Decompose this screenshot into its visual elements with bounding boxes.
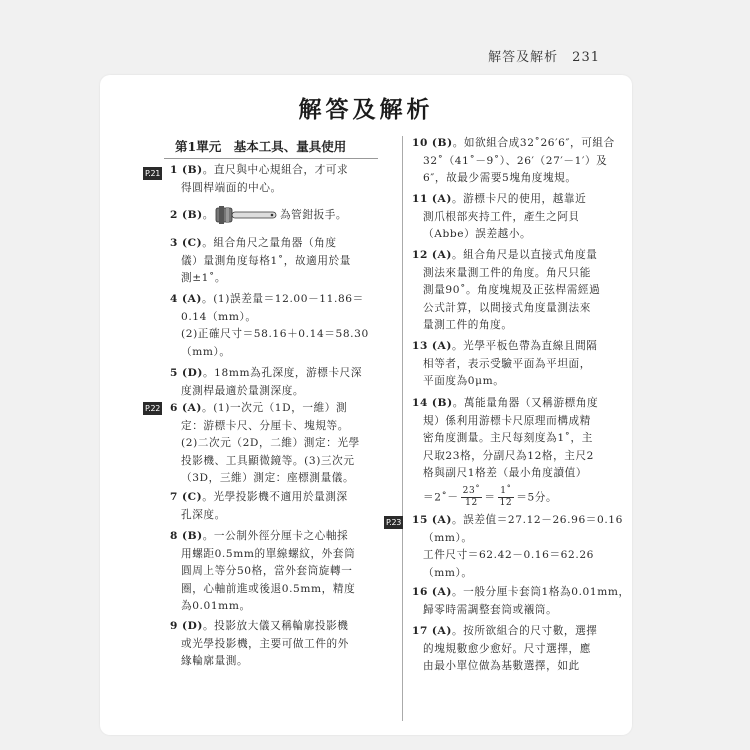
fraction-1-12 xyxy=(498,486,515,509)
answer-choice: (A) xyxy=(181,293,202,305)
answer-text: 。游標卡尺的使用，越靠近 xyxy=(451,193,587,205)
answer-text: 。 xyxy=(202,209,214,221)
fraction-23-12 xyxy=(461,486,483,509)
answer-item-3 xyxy=(170,235,351,288)
fraction-denominator: 12 xyxy=(465,497,478,508)
answer-item-1 xyxy=(170,162,348,197)
answer-page xyxy=(100,75,632,735)
answer-choice: (C) xyxy=(181,237,203,249)
answer-text: 格與副尺1格差（最小角度讀值） xyxy=(423,467,588,479)
answer-text: 用螺距0.5mm的單線螺紋，外套筒 xyxy=(181,547,356,560)
header-page-number: 231 xyxy=(572,50,600,65)
answer-text: （3D，三維）測定：座標測量儀。 xyxy=(181,472,355,484)
answer-number: 3 xyxy=(170,237,178,249)
formula-suffix: ＝5分。 xyxy=(516,491,558,503)
answer-text: 定：游標卡尺、分厘卡、塊規等。 xyxy=(181,419,349,432)
answer-item-4 xyxy=(170,291,369,361)
answer-text: 。光學平板色帶為直線且間隔 xyxy=(451,340,598,352)
answer-text: （mm）。 xyxy=(423,531,473,544)
answer-number: 7 xyxy=(170,491,178,503)
answer-item-7 xyxy=(170,489,348,524)
answer-number: 8 xyxy=(170,530,178,542)
answer-text: 為0.01mm。 xyxy=(181,600,251,612)
answer-number: 9 xyxy=(170,620,178,632)
answer-text: 。直尺與中心規組合，才可求 xyxy=(202,164,349,176)
answer-number: 17 xyxy=(412,625,428,637)
answer-choice: (A) xyxy=(431,249,452,261)
formula-prefix: ＝2˚－ xyxy=(423,491,459,503)
answer-item-17 xyxy=(412,623,598,676)
answer-text: 。組合角尺之量角器（角度 xyxy=(202,237,337,249)
fraction-numerator: 23˚ xyxy=(462,485,481,496)
answer-number: 6 xyxy=(170,402,178,414)
answer-text: 0.14（mm）。 xyxy=(181,310,257,323)
answer-text: 工件尺寸＝62.42－0.16＝62.26 xyxy=(423,549,594,561)
unit-heading-rule xyxy=(164,158,378,159)
answer-text: 歸零時需調整套筒或襯筒。 xyxy=(423,603,558,616)
answer-text: 。一公制外徑分厘卡之心軸採 xyxy=(202,530,349,542)
answer-text: 測量90˚。角度塊規及正弦桿需經過 xyxy=(423,284,601,296)
answer-number: 16 xyxy=(412,586,428,598)
page-title: 解答及解析 xyxy=(298,96,434,123)
answer-text: 。投影放大儀又稱輪廓投影機 xyxy=(202,620,349,632)
angle-formula xyxy=(412,486,598,509)
answer-number: 14 xyxy=(412,397,428,409)
answer-text: 投影機、工具顯微鏡等。(3)三次元 xyxy=(181,454,355,467)
answer-number: 5 xyxy=(170,367,178,379)
answer-text: 緣輪廓量測。 xyxy=(181,655,249,667)
answer-item-8 xyxy=(170,528,355,616)
page-ref-badge-p22: P.22 xyxy=(145,404,161,413)
answer-choice: (A) xyxy=(431,514,452,526)
answer-text: (2)二次元（2D，二維）測定：光學 xyxy=(181,437,360,449)
answer-item-10 xyxy=(412,135,615,188)
answer-text: 。一般分厘卡套筒1格為0.01mm， xyxy=(451,586,630,598)
answer-text: （mm）。 xyxy=(423,566,473,579)
answer-choice: (B) xyxy=(181,530,203,542)
answer-choice: (B) xyxy=(181,164,203,176)
answer-text: (2)正確尺寸＝58.16＋0.14＝58.30 xyxy=(181,328,369,340)
answer-choice: (A) xyxy=(431,586,452,598)
answer-text: 。如欲組合成32˚26′6″，可組合 xyxy=(452,137,615,149)
running-header xyxy=(488,46,600,65)
header-section: 解答及解析 xyxy=(488,50,559,65)
answer-text: 公式計算，以間接式角度量測法來 xyxy=(423,301,591,314)
answer-number: 4 xyxy=(170,293,178,305)
fraction-numerator: 1˚ xyxy=(498,486,515,498)
answer-item-5 xyxy=(170,365,362,400)
column-divider xyxy=(402,136,403,721)
answer-text: 儀）量測角度每格1˚，故適用於量 xyxy=(181,254,351,267)
answer-number: 1 xyxy=(170,164,178,176)
answer-text: 。誤差值＝27.12－26.96＝0.16 xyxy=(451,514,623,526)
answer-text: 6″，故最少需要5塊角度塊規。 xyxy=(423,172,577,184)
answer-text: 量測工件的角度。 xyxy=(423,319,513,331)
page-ref-badge-p21: P.21 xyxy=(145,169,161,178)
answer-text: 平面度為0μm。 xyxy=(423,375,505,387)
answer-choice: (A) xyxy=(431,340,452,352)
answer-text: 測法來量測工件的角度。角尺只能 xyxy=(423,266,591,279)
answer-text: 為管鉗扳手。 xyxy=(279,209,348,221)
answer-text: 。(1)一次元（1D，一維）測 xyxy=(202,402,348,414)
answer-item-14 xyxy=(412,395,598,509)
answer-text: 測±1˚。 xyxy=(181,272,227,284)
answer-item-2 xyxy=(170,205,347,225)
answer-item-13 xyxy=(412,338,598,391)
answer-choice: (B) xyxy=(431,137,453,149)
answer-text: （Abbe）誤差越小。 xyxy=(423,228,532,240)
answer-number: 2 xyxy=(170,209,178,221)
unit-heading: 第1單元 基本工具、量具使用 xyxy=(175,139,347,154)
answer-choice: (C) xyxy=(181,491,203,503)
answer-text: 孔深度。 xyxy=(181,508,226,521)
answer-text: （mm）。 xyxy=(181,345,231,358)
answer-text: 。光學投影機不適用於量測深 xyxy=(202,491,348,503)
answer-text: 。18mm為孔深度，游標卡尺深 xyxy=(202,367,363,379)
page-ref-badge-p23: P.23 xyxy=(386,518,402,527)
answer-text: 規）係利用游標卡尺原理而構成精 xyxy=(423,414,591,427)
answer-text: 度測桿最適於量測深度。 xyxy=(181,384,305,397)
answer-text: 得圓桿端面的中心。 xyxy=(181,181,282,194)
answer-text: 。(1)誤差量＝12.00－11.86＝ xyxy=(202,293,364,305)
answer-number: 13 xyxy=(412,340,428,352)
answer-text: 圓周上等分50格，當外套筒旋轉一 xyxy=(181,565,353,577)
answer-choice: (B) xyxy=(431,397,453,409)
answer-text: 密角度測量。主尺每刻度為1˚，主 xyxy=(423,432,593,444)
answer-number: 10 xyxy=(412,137,428,149)
answer-text: 圈，心軸前進或後退0.5mm，精度 xyxy=(181,582,356,595)
answer-choice: (D) xyxy=(181,367,203,379)
answer-choice: (A) xyxy=(181,402,202,414)
answer-item-11 xyxy=(412,191,586,244)
answer-item-16 xyxy=(412,584,630,619)
answer-text: 。按所欲組合的尺寸數，選擇 xyxy=(451,625,598,637)
answer-text: 。組合角尺是以直接式角度量 xyxy=(451,249,598,261)
answer-choice: (D) xyxy=(181,620,203,632)
answer-text: 相等者，表示受驗平面為平坦面， xyxy=(423,357,591,370)
answer-item-9 xyxy=(170,618,349,671)
answer-choice: (B) xyxy=(181,209,203,221)
answer-text: 或光學投影機，主要可做工件的外 xyxy=(181,637,349,650)
answer-text: 尺取23格，分副尺為12格，主尺2 xyxy=(423,449,595,462)
answer-item-15 xyxy=(412,512,623,582)
answer-item-12 xyxy=(412,247,600,335)
fraction-denominator: 12 xyxy=(499,497,513,508)
formula-equals: ＝ xyxy=(484,491,496,503)
answer-text: 由最小單位做為基數選擇，如此 xyxy=(423,660,580,672)
answer-choice: (A) xyxy=(431,625,452,637)
answer-text: 32˚（41˚－9˚）、26′（27′－1′）及 xyxy=(423,154,608,167)
answer-text: 測爪根部夾持工件，產生之阿貝 xyxy=(423,210,580,223)
answer-choice: (A) xyxy=(431,193,452,205)
answer-text: 的塊規數愈少愈好。尺寸選擇，應 xyxy=(423,642,591,655)
answer-item-6 xyxy=(170,400,360,488)
pipe-wrench-icon xyxy=(214,205,280,225)
answer-number: 11 xyxy=(412,193,428,205)
answer-text: 。萬能量角器（又稱游標角度 xyxy=(452,397,599,409)
answer-number: 15 xyxy=(412,514,428,526)
answer-number: 12 xyxy=(412,249,428,261)
